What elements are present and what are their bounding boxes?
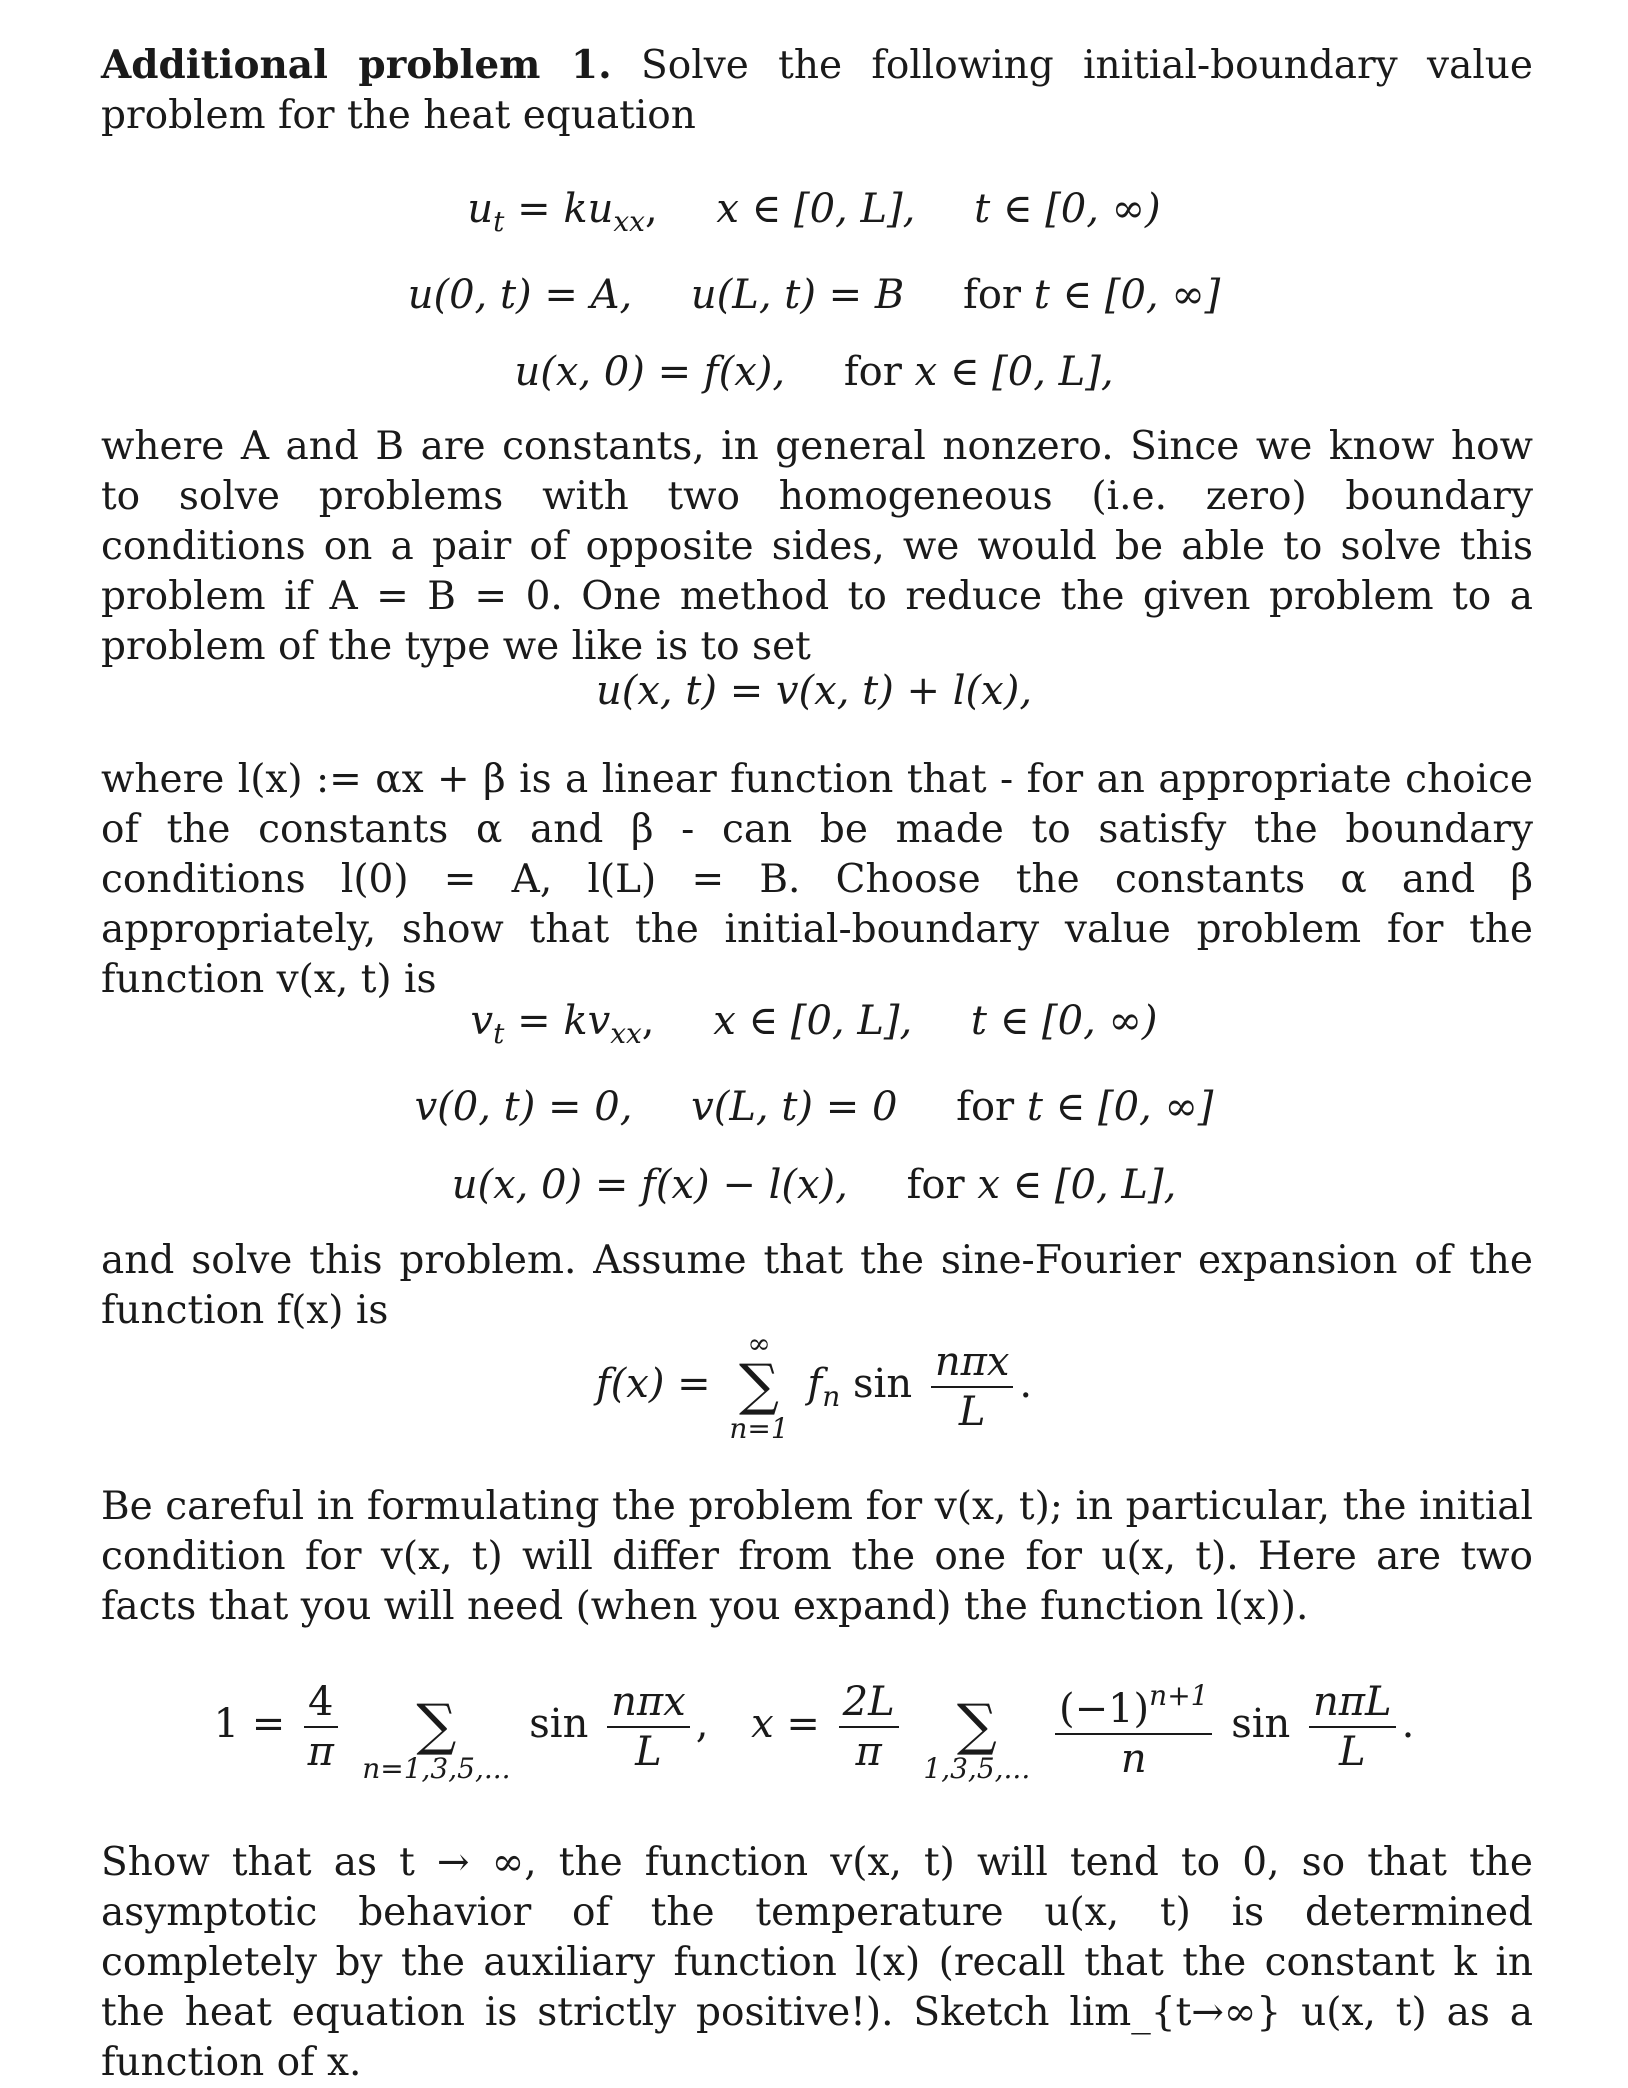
v-boundary-conditions: v(0, t) = 0, v(L, t) = 0 for t ∈ [0, ∞]: [414, 1084, 1214, 1130]
t-domain: t ∈ [0, ∞): [974, 186, 1161, 232]
intro-text: Solve the following initial-boundary value problem for the heat equation: [101, 43, 1533, 138]
boundary-conditions: u(0, t) = A, u(L, t) = B for t ∈ [0, ∞]: [407, 272, 1221, 318]
paragraph-linear-function: where l(x) := αx + β is a linear function that - for an appropriate choice of the constants α and β - can be made to satisfy the boundary conditions l(0) = A, l(L) = B. Choose the constants α and β appropriately, show that the initial-boundary value problem for the function v(x, t) is: [101, 757, 1533, 1002]
paragraph-careful: Be careful in formulating the problem for v(x, t); in particular, the initial condition for v(x, t) will differ from the one for u(x, t). Here are two facts that you will need (when you expand) the function l(x)).: [101, 1484, 1533, 1629]
v-heat-equation: $v_t = kv_{xx}$, x ∈ [0, L], t ∈ [0, ∞): [470, 998, 1158, 1050]
fourier-expansion: f(x) = ∞ ∑ n=1 $f_n$ sin $\frac{\text{nπx}}{L}$ .: [595, 1327, 1033, 1445]
intro-paragraph: [101, 40, 1533, 141]
x-domain: x ∈ [0, L],: [716, 186, 916, 232]
v-initial-condition: u(x, 0) = f(x) − l(x), for x ∈ [0, L],: [451, 1162, 1177, 1208]
problem-title: Additional problem 1.: [101, 42, 612, 88]
paragraph-fourier: and solve this problem. Assume that the sine-Fourier expansion of the function f(x) is: [101, 1238, 1533, 1333]
paragraph-asymptotic: Show that as t → ∞, the function v(x, t) will tend to 0, so that the asymptotic behavior of the temperature u(x, t) is determined completely by the auxiliary function l(x) (recall that the constant k in the heat equation is strictly positive!). Sketch lim_{t→∞} u(x, t) as a function of x.: [101, 1840, 1533, 2085]
paragraph-reduction: where A and B are constants, in general nonzero. Since we know how to solve problems with two homogeneous (i.e. zero) boundary conditions on a pair of opposite sides, we would be able to solve this problem if A = B = 0. One method to reduce the given problem to a problem of the type we like is to set: [101, 424, 1533, 669]
expansion-facts: 1 = $\frac{4}{\pi}$ ∑ n=1,3,5,... sin $\frac{\text{nπx}}{L}$ , x = $\frac{2L}{\pi}$ ∑ 1,3,5,... $\frac{(-1)^{n+1}}{n}$ sin $\frac{\text{nπL}}{L}$ .: [0, 1670, 1628, 1784]
initial-condition: u(x, 0) = f(x), for x ∈ [0, L],: [514, 349, 1114, 395]
substitution-equation: u(x, t) = v(x, t) + l(x),: [595, 668, 1033, 714]
heat-equation: $u_t = ku_{xx}$, x ∈ [0, L], t ∈ [0, ∞): [467, 186, 1161, 238]
summation: ∞ ∑ n=1: [729, 1327, 789, 1445]
